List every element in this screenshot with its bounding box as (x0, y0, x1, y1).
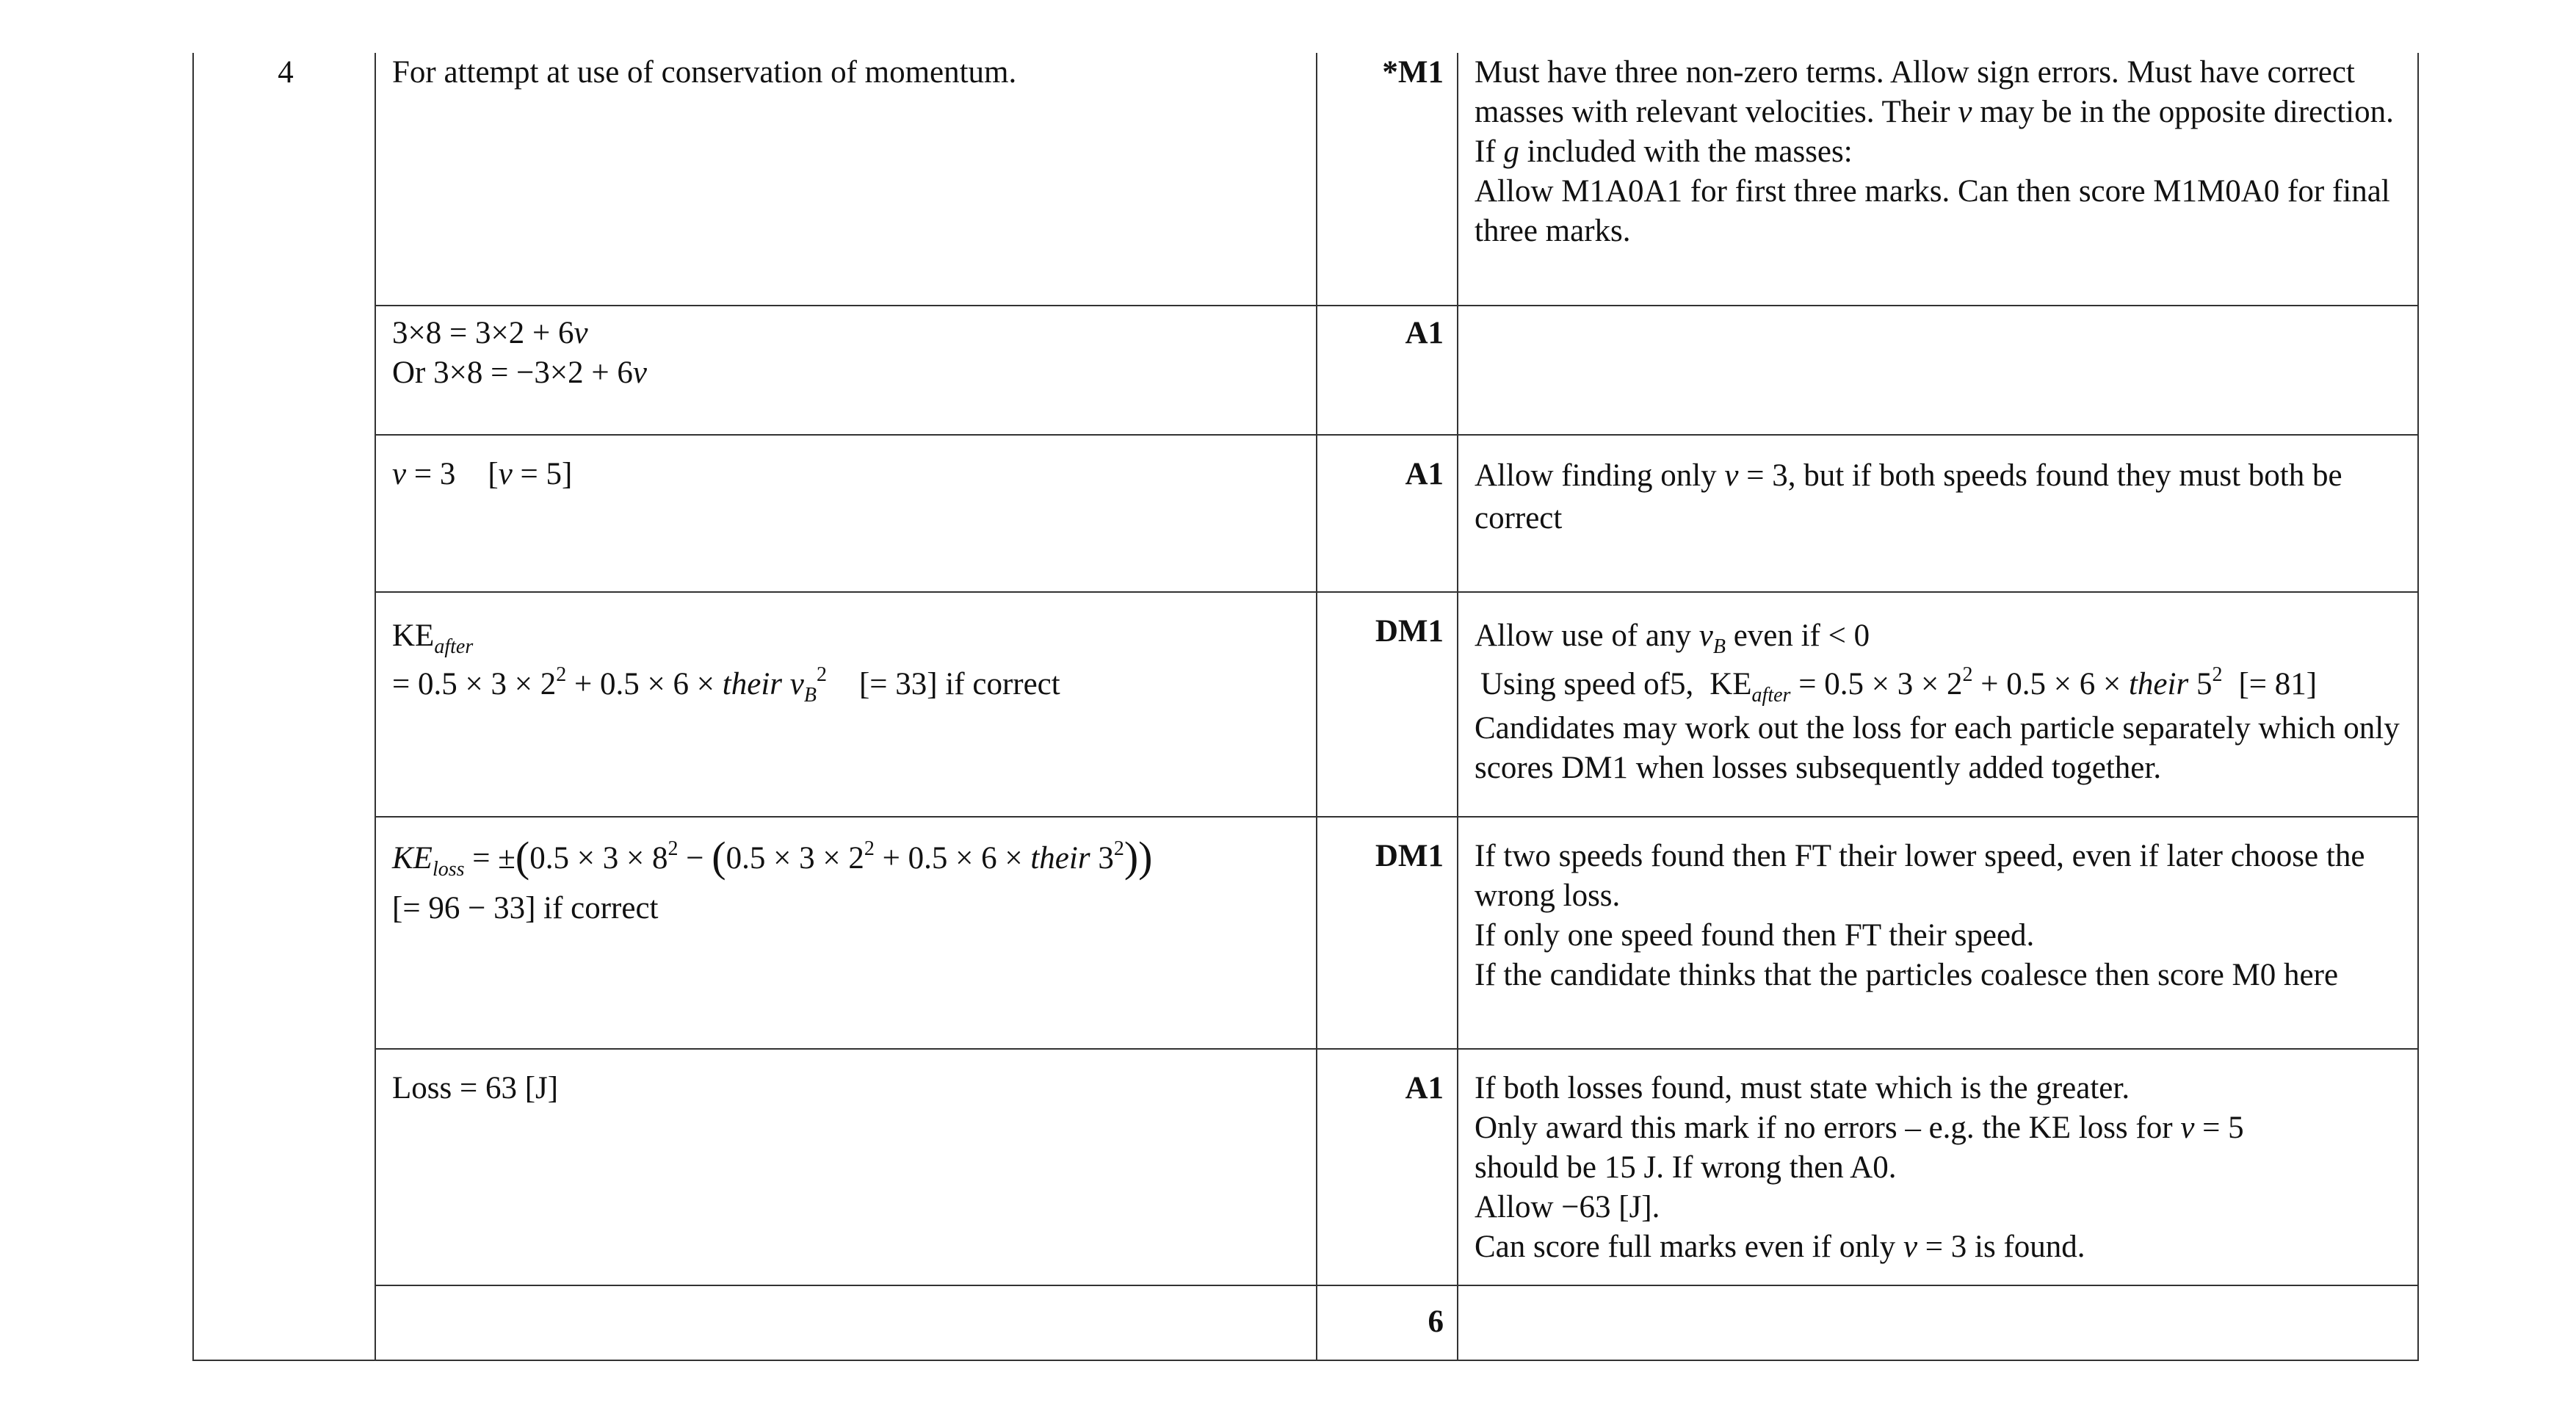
answer-line: v = 3 [v = 5] (392, 457, 573, 491)
total-mark-cell (1317, 1285, 1458, 1360)
guidance-text: Allow M1A0A1 for first three marks. Can then score M1M0A0 for final three marks. (1475, 174, 2390, 248)
table-row (193, 435, 2418, 592)
mark-label: A1 (1405, 1071, 1444, 1105)
mark-label: A1 (1405, 457, 1444, 491)
table-row (193, 306, 2418, 435)
guidance-text: Allow finding only v = 3, but if both speeds found they must both be correct (1475, 458, 2342, 535)
answer-line: [= 96 − 33] if correct (392, 891, 659, 925)
answer-line: $KE_{loss} = \pm(0.5 \times 3 \times 8^2 - (0.5 \times 3 \times 2^2 + 0.5 \times 6$ × their $3^2$)) (392, 833, 1153, 881)
guidance-cell (1458, 306, 2418, 435)
answer-cell (375, 592, 1317, 817)
mark-label: DM1 (1375, 839, 1444, 873)
answer-text: Loss = 63 [J] (392, 1071, 559, 1105)
mark-cell (1317, 435, 1458, 592)
total-mark: 6 (1428, 1304, 1444, 1339)
mark-cell (1317, 53, 1458, 306)
table-row (193, 1049, 2418, 1285)
guidance-cell (1458, 592, 2418, 817)
guidance-text: If two speeds found then FT their lower speed, even if later choose the wrong loss. (1475, 839, 2365, 913)
guidance-text: If the candidate thinks that the particles coalesce then score M0 here (1475, 958, 2339, 992)
guidance-cell (1458, 435, 2418, 592)
mark-cell (1317, 306, 1458, 435)
question-number: 4 (278, 55, 294, 90)
table-row (193, 817, 2418, 1049)
mark-cell (1317, 1049, 1458, 1285)
guidance-text: Allow −63 [J]. (1475, 1190, 1660, 1224)
guidance-cell (1458, 1049, 2418, 1285)
mark-label: A1 (1405, 316, 1444, 350)
table-row (193, 1285, 2418, 1360)
guidance-cell (1458, 1285, 2418, 1360)
guidance-cell (1458, 53, 2418, 306)
table-row (193, 592, 2418, 817)
answer-cell (375, 435, 1317, 592)
guidance-text: If only one speed found then FT their speed. (1475, 918, 2035, 953)
answer-line: 3×8 = 3×2 + 6v (392, 316, 588, 350)
answer-cell (375, 1049, 1317, 1285)
guidance-text: If both losses found, must state which is the greater. (1475, 1071, 2130, 1105)
answer-cell (375, 1285, 1317, 1360)
guidance-text: If g included with the masses: (1475, 134, 1853, 169)
mark-cell (1317, 817, 1458, 1049)
answer-text: For attempt at use of conservation of momentum. (392, 55, 1017, 90)
mark-scheme-table (192, 53, 2419, 1361)
answer-line: Or 3×8 = −3×2 + 6v (392, 356, 647, 390)
answer-line: = $0.5 \times 3 \times 2^2 + 0.5 \times 6$ × their $v_B^2$ [= 33] if correct (392, 663, 1060, 707)
mark-cell (1317, 592, 1458, 817)
guidance-text: Only award this mark if no errors – e.g. the KE loss for v = 5 (1475, 1111, 2244, 1145)
mark-label: *M1 (1382, 55, 1444, 90)
guidance-text: Can score full marks even if only v = 3 is found. (1475, 1230, 2085, 1264)
mark-label: DM1 (1375, 614, 1444, 649)
guidance-text: should be 15 J. If wrong then A0. (1475, 1150, 1897, 1185)
answer-line: $KE_{after}$ (392, 618, 474, 658)
guidance-text: Using speed of5, $KE_{after} = 0.5 \times 3 \times 2^2 + 0.5 \times 6$ × their $5^2$ [= 81] (1480, 663, 2318, 707)
answer-cell (375, 817, 1317, 1049)
answer-cell (375, 306, 1317, 435)
guidance-text: Candidates may work out the loss for each particle separately which only scores DM1 when losses subsequently added together. (1475, 711, 2400, 785)
guidance-cell (1458, 817, 2418, 1049)
question-number-cell (193, 53, 375, 1360)
guidance-text: Allow use of any $v_B$ even if < 0 (1475, 618, 1870, 658)
guidance-text: Must have three non-zero terms. Allow sign errors. Must have correct masses with relevant velocities. Their v may be in the opposite direction. (1475, 55, 2394, 129)
table-row (193, 53, 2418, 306)
answer-cell (375, 53, 1317, 306)
